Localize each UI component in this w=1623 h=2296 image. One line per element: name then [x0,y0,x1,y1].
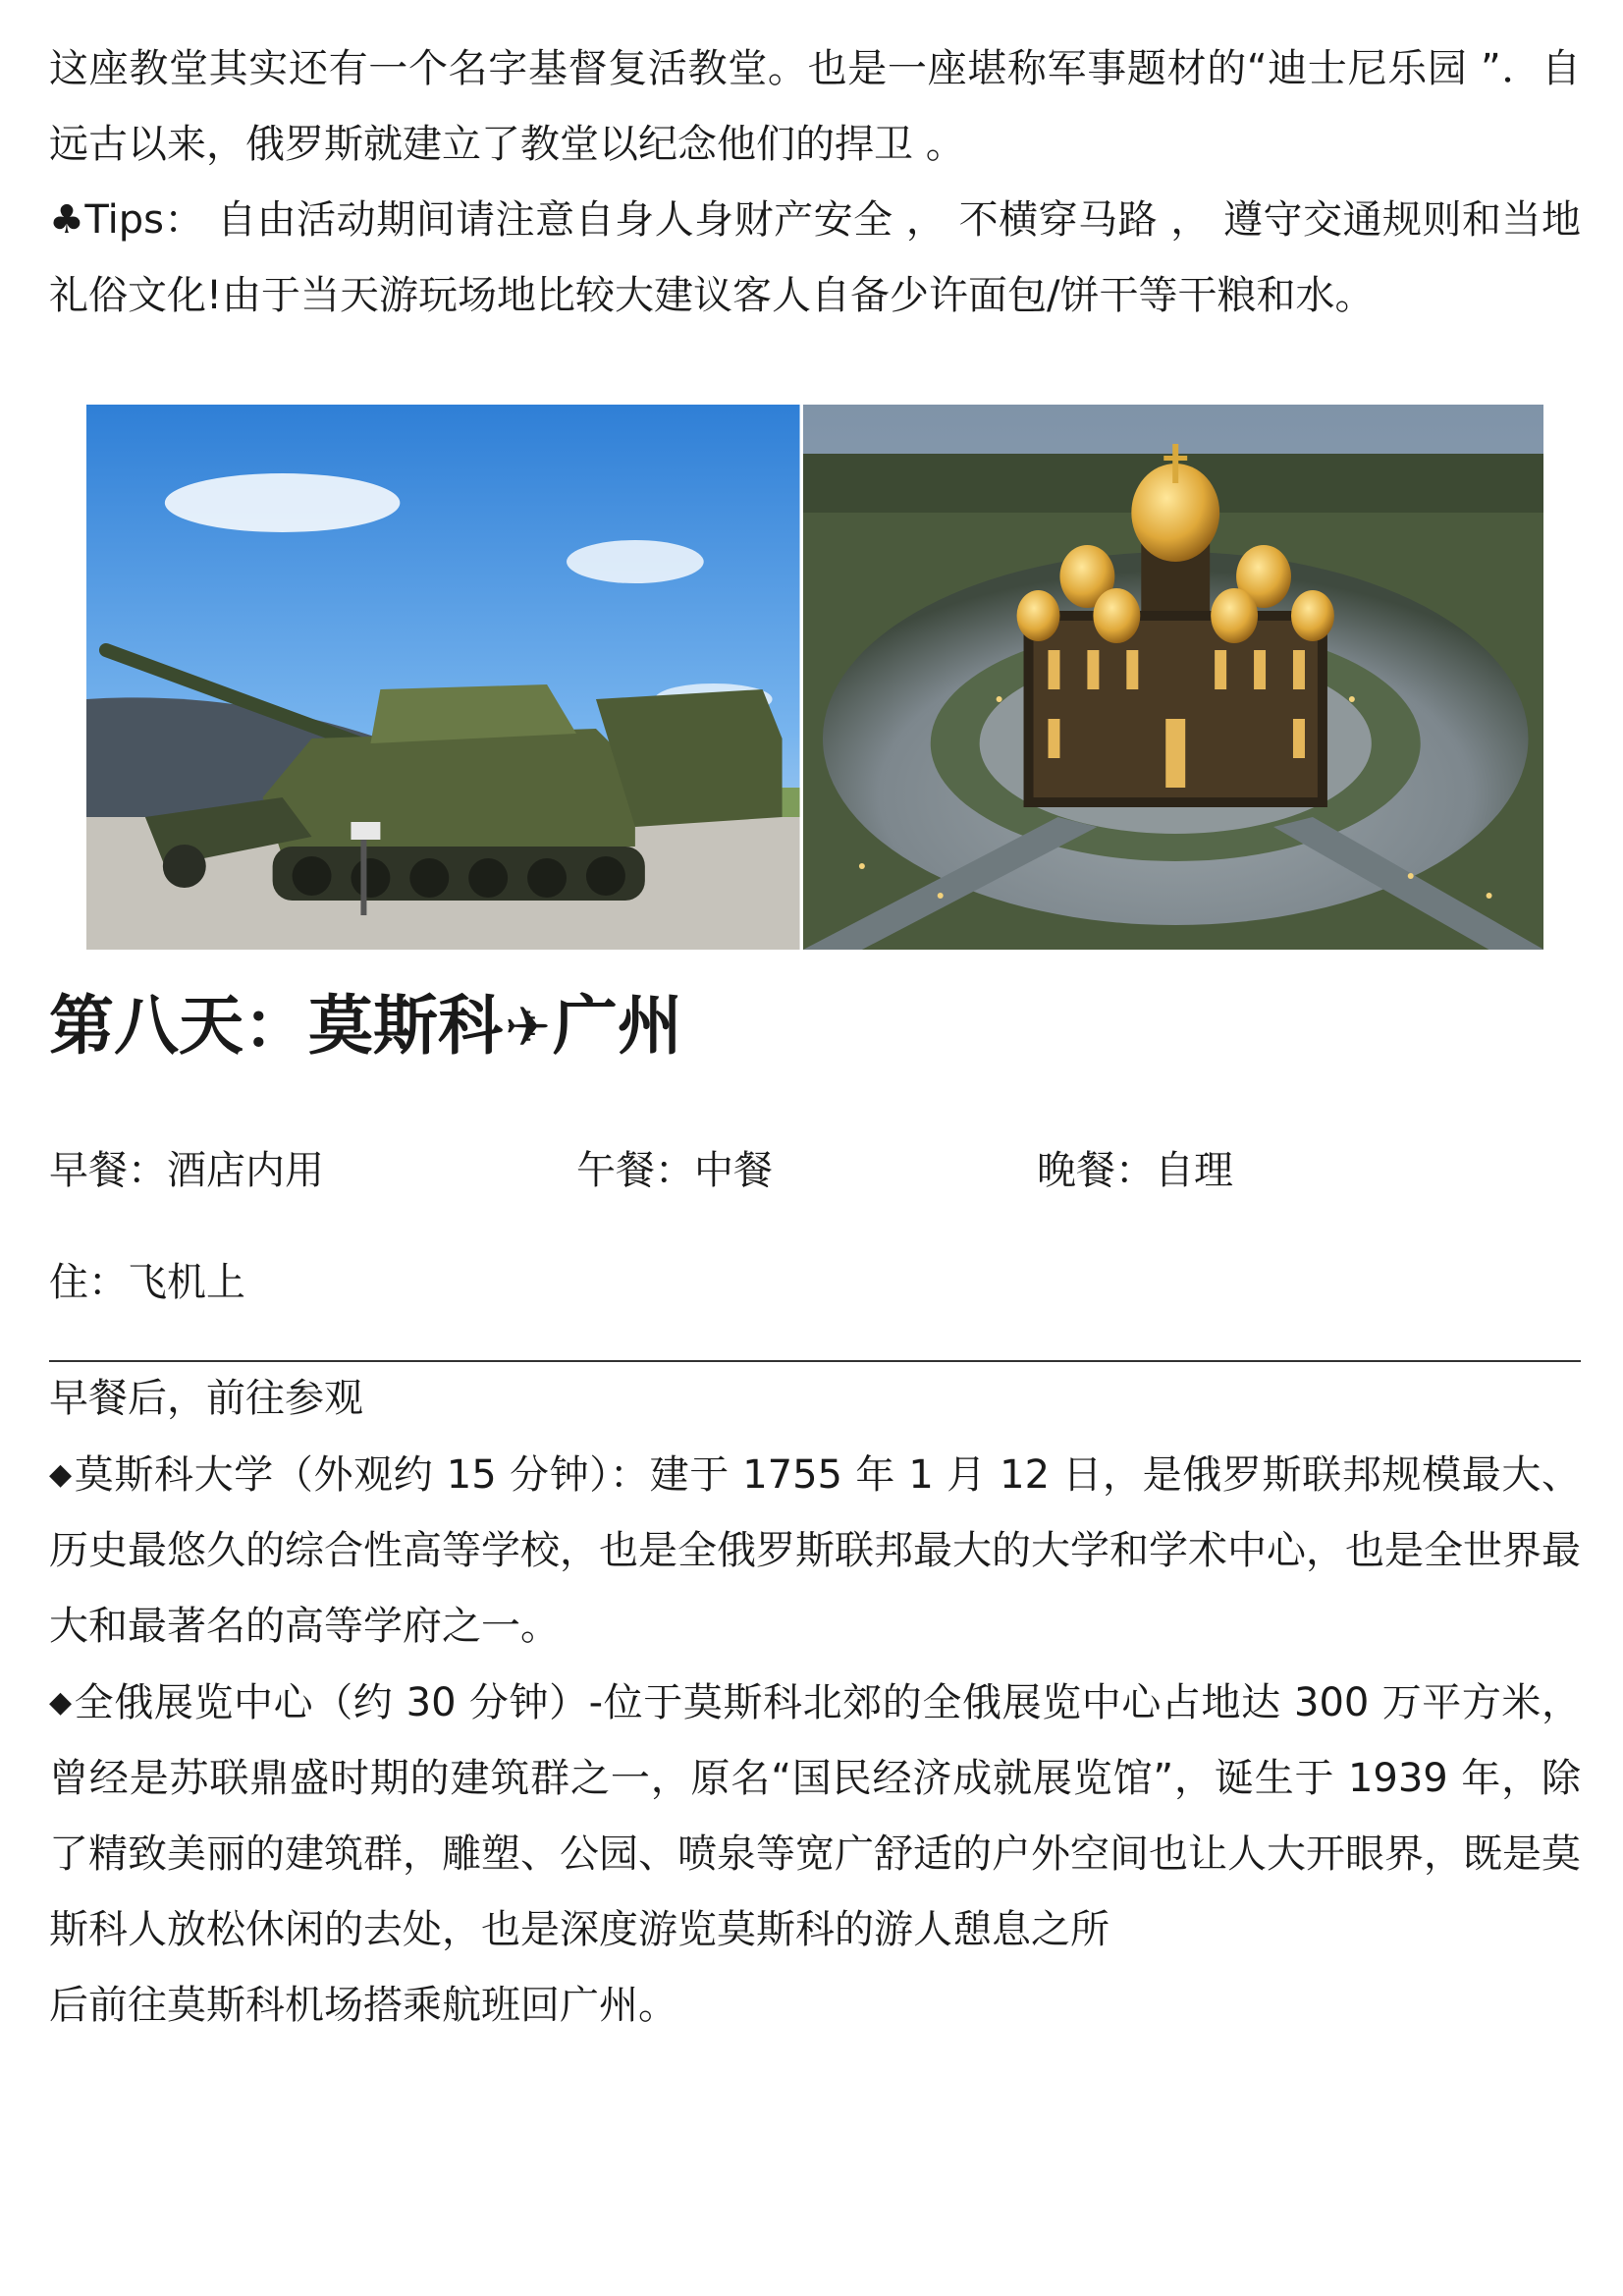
meal-lunch: 午餐：中餐 [576,1148,773,1193]
day-title [49,982,682,1072]
cathedral-image [803,405,1543,950]
cathedral-photo [803,405,1543,950]
day-title-prefix: 第八天：莫斯科 [49,988,503,1064]
tips-paragraph [49,183,1581,334]
itinerary-section [49,1361,1581,2044]
tips-text: Tips： 自由活动期间请注意自身人身财产安全 ， 不横穿马路 ， 遵守交通规则和当地礼俗文化!由于当天游玩场地比较大建议客人自备少许面包/饼干等干粮和水。 [49,197,1582,318]
itinerary-item [49,1437,1581,1665]
meal-breakfast: 早餐：酒店内用 [49,1148,324,1193]
meals-row [49,1139,1581,1198]
intro-paragraph: 这座教堂其实还有一个名字基督复活教堂。也是一座堪称军事题材的“迪士尼乐园 ”．自远古以来，俄罗斯就建立了教堂以纪念他们的捍卫 。 [49,46,1581,167]
diamond-bullet-icon: ◆ [49,1685,73,1720]
intro-section [49,31,1581,334]
itinerary-intro: 早餐后，前往参观 [49,1376,363,1421]
photo-row [86,405,1543,950]
military-vehicles-image [86,405,800,950]
itinerary-item-text: 全俄展览中心（约 30 分钟）-位于莫斯科北郊的全俄展览中心占地达 300 万平方米，曾经是苏联鼎盛时期的建筑群之一，原名“国民经济成就展览馆”，诞生于 1939 年，除了精致美丽的建筑群，雕塑、公园、喷泉等宽广舒适的户外空间也让人大开眼界，既是莫斯科人放松休闲的去处，也是深度游览莫斯科的游人憩息之所 [49,1680,1581,1952]
meal-dinner: 晚餐：自理 [1037,1148,1233,1193]
airplane-icon: ✈ [505,996,551,1060]
itinerary-closing: 后前往莫斯科机场搭乘航班回广州。 [49,1983,677,2028]
itinerary-item-text: 莫斯科大学（外观约 15 分钟）：建于 1755 年 1 月 12 日，是俄罗斯联邦规模最大、历史最悠久的综合性高等学校，也是全俄罗斯联邦最大的大学和学术中心，也是全世界最大和最著名的高等学府之一。 [49,1452,1582,1649]
day-title-suffix: 广州 [552,988,682,1064]
accommodation: 住：飞机上 [49,1260,245,1305]
diamond-bullet-icon: ◆ [49,1457,73,1492]
itinerary-item [49,1665,1581,1968]
club-icon: ♣ [49,197,85,243]
military-vehicles-photo [86,405,803,950]
